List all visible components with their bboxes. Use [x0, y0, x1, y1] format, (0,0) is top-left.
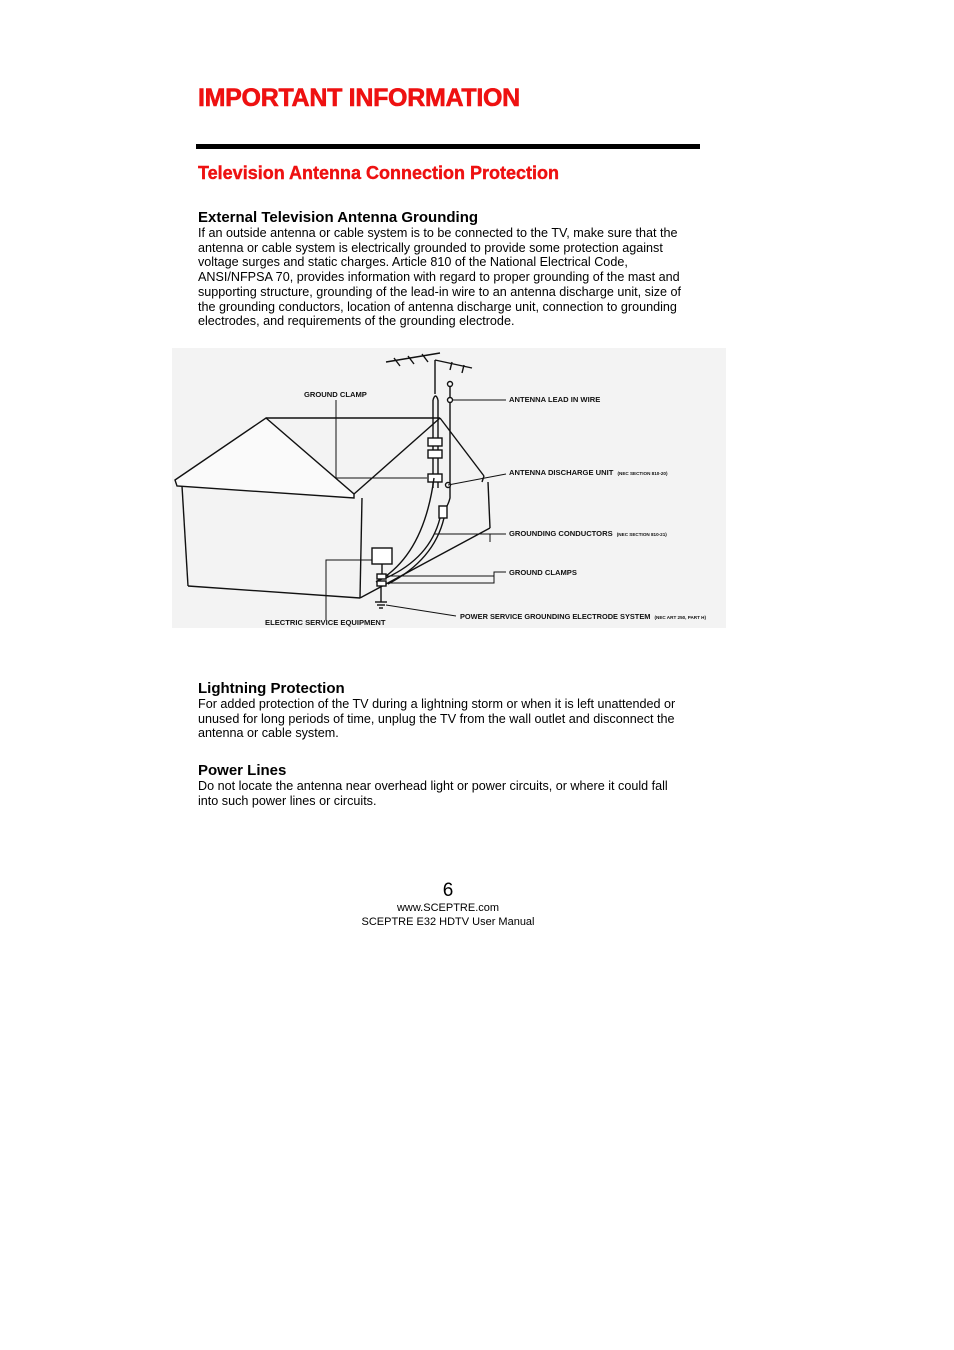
page-title: IMPORTANT INFORMATION [198, 84, 520, 112]
label-discharge-unit-ref: (NEC SECTION 810-20) [617, 471, 668, 476]
label-electrode-system-name: POWER SERVICE GROUNDING ELECTRODE SYSTEM [460, 612, 651, 621]
grounding-paragraph [198, 226, 698, 329]
page-number: 6 [442, 880, 454, 901]
footer-website: www.SCEPTRE.com [396, 902, 500, 914]
grounding-line: antenna or cable system is electrically grounded to provide some protection against [198, 240, 663, 255]
label-electrode-system-ref: (NEC ART 250, PART H) [654, 615, 707, 620]
power-lines-section [198, 762, 698, 808]
grounding-heading: External Television Antenna Grounding [198, 209, 479, 226]
label-service-equipment: ELECTRIC SERVICE EQUIPMENT [265, 618, 386, 627]
lightning-heading: Lightning Protection [198, 680, 345, 697]
lightning-line: For added protection of the TV during a lightning storm or when it is left unattended or [198, 697, 676, 711]
grounding-line: the grounding conductors, location of antenna discharge unit, connection to grounding [198, 299, 677, 314]
footer-manual-title: SCEPTRE E32 HDTV User Manual [361, 916, 535, 928]
label-discharge-unit-name: ANTENNA DISCHARGE UNIT [509, 468, 614, 477]
title-divider [196, 144, 700, 149]
power-lines-line: Do not locate the antenna near overhead light or power circuits, or where it could fall [198, 779, 668, 793]
lightning-line: unused for long periods of time, unplug the TV from the wall outlet and disconnect the [198, 711, 675, 726]
lightning-section [198, 680, 698, 741]
label-discharge-unit [509, 468, 668, 477]
grounding-line: If an outside antenna or cable system is to be connected to the TV, make sure that the [198, 226, 678, 240]
label-grounding-conductors [509, 529, 667, 538]
label-grounding-conductors-name: GROUNDING CONDUCTORS [509, 529, 613, 538]
grounding-line: electrodes, and requirements of the grounding electrode. [198, 314, 515, 329]
label-electrode-system [460, 612, 706, 621]
grounding-line: ANSI/NFPSA 70, provides information with regard to proper grounding of the mast and [198, 270, 680, 285]
section-title: Television Antenna Connection Protection [198, 163, 560, 183]
label-ground-clamp: GROUND CLAMP [304, 390, 367, 399]
label-grounding-conductors-ref: (NEC SECTION 810-21) [616, 532, 667, 537]
power-lines-paragraph [198, 779, 698, 808]
lightning-line: antenna or cable system. [198, 726, 339, 741]
power-lines-line: into such power lines or circuits. [198, 793, 377, 808]
lightning-paragraph [198, 697, 698, 741]
grounding-section [198, 209, 698, 329]
grounding-line: supporting structure, grounding of the lead-in wire to an antenna discharge unit, size of [198, 284, 682, 299]
label-ground-clamps: GROUND CLAMPS [509, 568, 577, 577]
power-lines-heading: Power Lines [198, 762, 287, 779]
antenna-grounding-diagram [172, 348, 726, 628]
label-antenna-lead: ANTENNA LEAD IN WIRE [509, 395, 601, 404]
grounding-line: voltage surges and static charges. Article 810 of the National Electrical Code, [198, 255, 628, 270]
